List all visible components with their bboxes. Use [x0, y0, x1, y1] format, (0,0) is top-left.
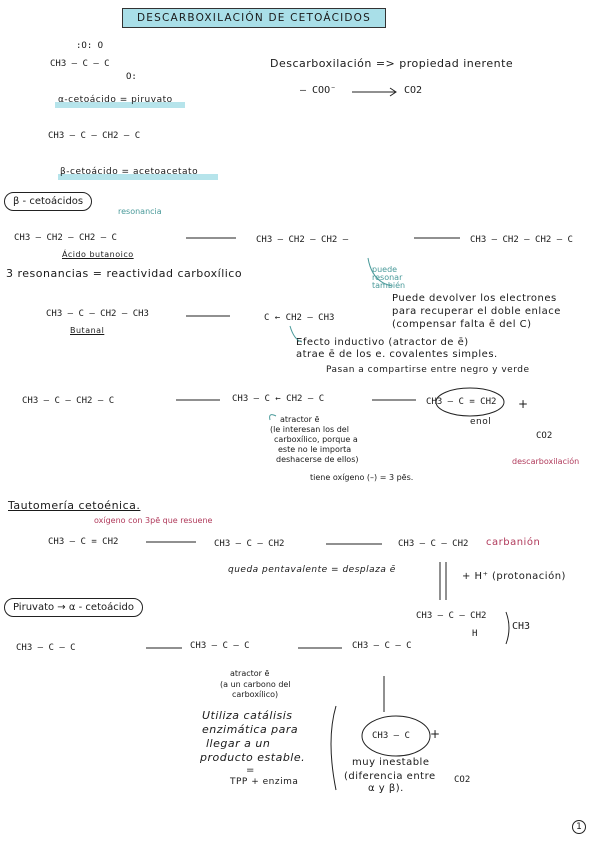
ch3-brace-label: CH3: [512, 621, 531, 632]
teal-curved-arrow: [368, 258, 392, 286]
utiliza-3: llegar a un: [206, 737, 271, 750]
enol-struct-2: CH3 – C = CH2: [48, 537, 119, 547]
pyruvate-struct-2: CH3 – C – C: [16, 643, 76, 653]
brace: [506, 612, 509, 644]
alpha-ketoacid-label: α-cetoácido = piruvato: [58, 95, 173, 105]
enol-struct: CH3 – C = CH2: [426, 397, 497, 407]
pasan-note: Pasan a compartirse entre negro y verde: [326, 365, 530, 375]
atractor-pyr-1: atractor ē: [230, 669, 270, 678]
oxigeno-note: tiene oxígeno (–) = 3 pēs.: [310, 473, 414, 482]
unstable-outline: [362, 716, 430, 756]
unstable-struct: CH3 – C: [372, 731, 410, 741]
plus-sign: +: [518, 397, 529, 411]
efecto-inductivo-1: Efecto inductivo (atractor de ē): [296, 337, 469, 348]
pyruvate-struct-4: CH3 – C – C: [352, 641, 412, 651]
enol-label: enol: [470, 417, 492, 427]
teal-curved-arrow: [290, 326, 302, 342]
page-title: DESCARBOXILACIÓN DE CETOÁCIDOS: [122, 8, 386, 28]
descarboxilacion-label: descarboxilación: [512, 457, 580, 466]
diferencia-2: α y β).: [368, 783, 404, 794]
efecto-inductivo-2: atrae ē de los e. covalentes simples.: [296, 349, 498, 360]
keto-struct: CH3 – C – CH2: [214, 539, 285, 549]
coo-group: – COO⁻: [300, 85, 337, 96]
resonance-structure-2: CH3 – CH2 – CH2 –: [256, 235, 349, 245]
butanoic-acid-name: Ácido butanoico: [62, 250, 134, 259]
diferencia-1: (diferencia entre: [344, 771, 436, 782]
utiliza-4: producto estable.: [200, 751, 306, 764]
butanal-struct: CH3 – C – CH2 – CH3: [46, 309, 149, 319]
tpp-enzyme: TPP + enzima: [230, 777, 299, 787]
three-resonances-note: 3 resonancias = reactividad carboxílico: [6, 267, 243, 280]
protonacion-note: + H⁺ (protonación): [462, 571, 566, 582]
page-number: 1: [572, 820, 586, 834]
oxigeno-3pe-note: oxígeno con 3pē que resuene: [94, 516, 213, 525]
atractor-note-2: (le interesan los del: [270, 425, 349, 434]
atractor-note-4: este no le importa: [278, 445, 352, 454]
atractor-note-5: deshacerse de ellos): [276, 455, 359, 464]
beta-ketoacid-struct: CH3 – C – CH2 – C: [48, 131, 141, 141]
decarbox-definition: Descarboxilación => propiedad inerente: [270, 57, 514, 70]
note-electrons-3: (compensar falta ē del C): [392, 319, 532, 330]
equals-sign: =: [246, 765, 255, 776]
atractor-note-1: atractor ē: [280, 415, 320, 424]
co2-label: CO2: [536, 431, 553, 441]
intermediate-struct: CH3 – C ← CH2 – C: [232, 394, 325, 404]
utiliza-2: enzimática para: [202, 723, 299, 736]
co2-label-2: CO2: [454, 775, 471, 785]
puede-resonar-note: puede resonar también: [372, 265, 406, 290]
section-piruvato-heading: Piruvato → α - cetoácido: [4, 598, 143, 617]
butanoic-acid-struct: CH3 – CH2 – CH2 – C: [14, 233, 117, 243]
utiliza-1: Utiliza catálisis: [202, 709, 293, 722]
enol-outline: [436, 388, 504, 416]
atractor-pyr-2: (a un carbono del: [220, 680, 291, 689]
pyruvate-struct-top: :O: O: [76, 41, 104, 51]
note-electrons-2: para recuperar el doble enlace: [392, 306, 561, 317]
pyruvate-struct-3: CH3 – C – C: [190, 641, 250, 651]
co2-product: CO2: [404, 85, 423, 96]
muy-inestable: muy inestable: [352, 757, 430, 768]
butanal-name: Butanal: [70, 326, 105, 335]
acetoacetate-struct: CH3 – C – CH2 – C: [22, 396, 115, 406]
resonance-structure-3: CH3 – CH2 – CH2 – C: [470, 235, 573, 245]
atractor-note-3: carboxílico, porque a: [274, 435, 358, 444]
carbanion-struct: CH3 – C – CH2: [398, 539, 469, 549]
atractor-pyr-3: carboxílico): [232, 690, 279, 699]
section-beta-heading: β - cetoácidos: [4, 192, 92, 211]
plus-sign-2: +: [430, 727, 441, 741]
beta-ketoacid-label: β-cetoácido = acetoacetato: [60, 167, 199, 177]
brace: [331, 706, 336, 790]
hydrogen-label: H: [472, 629, 478, 639]
note-electrons-1: Puede devolver los electrones: [392, 293, 557, 304]
pentavalent-note: queda pentavalente = desplaza ē: [228, 565, 396, 575]
section-tautomeria-heading: Tautomería cetoénica.: [8, 499, 141, 512]
pyruvate-struct-bottom: O:: [126, 72, 137, 82]
resonancia-note: resonancia: [118, 207, 162, 216]
protonated-struct: CH3 – C – CH2: [416, 611, 487, 621]
butanal-resonance: C ← CH2 – CH3: [264, 313, 335, 323]
teal-curved-arrow: [270, 415, 276, 420]
pyruvate-struct: CH3 – C – C: [50, 59, 110, 69]
carbanion-label: carbanión: [486, 537, 541, 548]
